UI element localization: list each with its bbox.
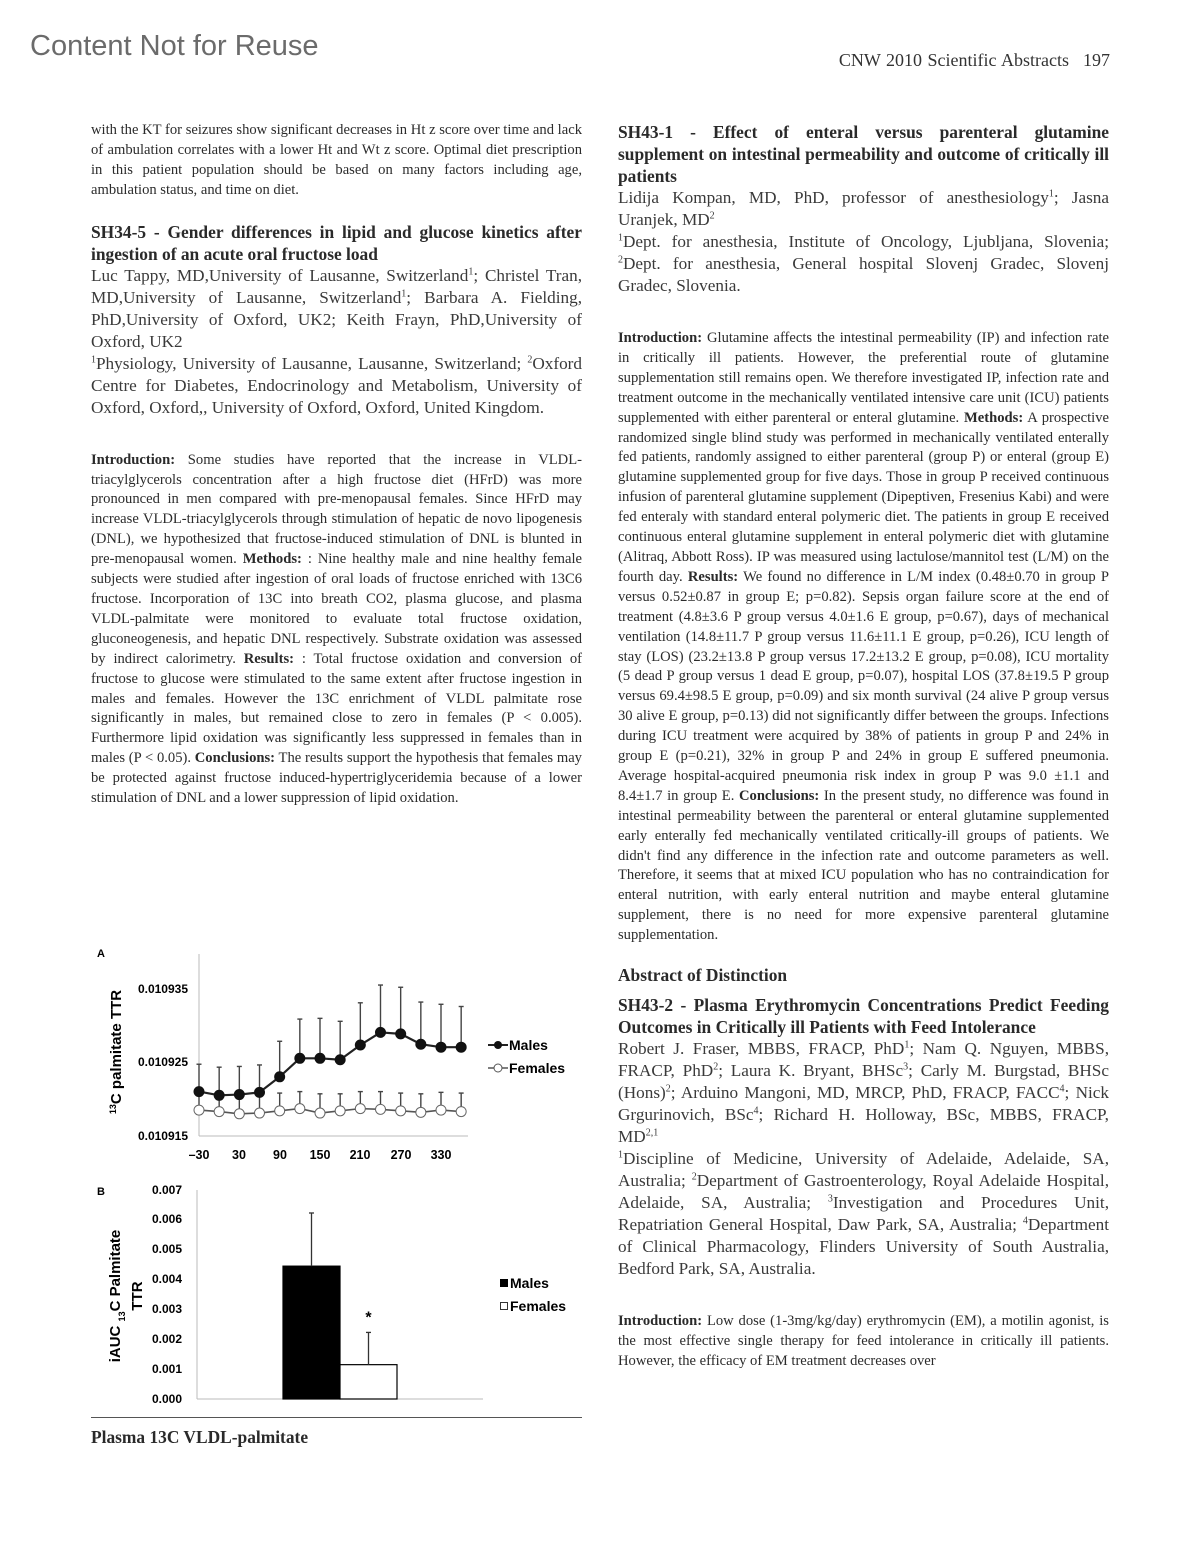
conclusions-text: The results support the hypothesis that females may be protected against fructose induced-hypertriglyceridemia because of a lower stimulation of DNL and a lower suppression of lipid oxidation. (91, 750, 582, 807)
y-tick: 0.003 (151, 1302, 182, 1316)
author-sup: 1 (1048, 188, 1054, 200)
affil-sup: 1 (618, 232, 623, 244)
y-axis-label-line2: TTR (129, 1281, 146, 1311)
running-head (839, 50, 1110, 71)
data-point (255, 1108, 265, 1118)
chart-a-line (90, 940, 590, 1170)
author: Luc Tappy, MD,University of Lausanne, Switzerland (91, 265, 469, 285)
y-tick: 0.004 (151, 1272, 182, 1286)
legend-females: Females (509, 1060, 566, 1076)
author-sup: 1 (401, 287, 407, 299)
affil-sup: 2 (527, 353, 533, 365)
methods-text: : Nine healthy male and nine healthy female subjects were studied after ingestion of oral loads of fructose enriched with 13C6 fructose. Incorporation of 13C into breath CO2, plasma glucose, and plasma VLDL-palmitate were monitored to evaluate total fructose oxidation, gluconeogenesis, and hepatic DNL respectively. Substrate oxidation was assessed by indirect calorimetry. (91, 551, 583, 667)
y-axis-label: iAUC $_{13}$C Palmitate (107, 1229, 127, 1363)
affiliations (618, 231, 1109, 297)
y-axis-label: $^{13}$C palmitate TTR (108, 989, 125, 1115)
chart-a-svg (90, 940, 590, 1170)
author-sup: 2,1 (645, 1127, 659, 1139)
x-tick: 30 (232, 1148, 246, 1162)
affiliation: Investigation and Procedures Unit, Repatriation General Hospital, Daw Park, SA, Australia; (618, 1193, 1109, 1235)
y-tick: 0.007 (151, 1183, 182, 1197)
intro-text: Some studies have reported that the increase in VLDL-triacylglycerols concentration after a high fructose diet (HFrD) was more pronounced in men compared with pre-menopausal females. Since HFrD may increase VLDL-triacylglycerols through stimulation of hepatic de novo lipogenesis (DNL), we hypothesized that fructose-induced stimulation of DNL is blunted in pre-menopausal women. (91, 451, 582, 568)
data-point (275, 1106, 285, 1116)
affil-sup: 1 (618, 1149, 623, 1161)
bar-females (340, 1365, 397, 1399)
author-sup: 4 (753, 1105, 759, 1117)
x-tick: –30 (188, 1148, 210, 1162)
y-tick: 0.010935 (137, 982, 188, 996)
continued-text: with the KT for seizures show significant decreases in Ht z score over time and lack of ambulation correlates with a lower Ht and Wt z score. Optimal diet prescription in this patient population should be based on many factors including age, ambulation status, and time on diet. (91, 122, 582, 198)
data-point (376, 1104, 386, 1114)
conclusions-label: Conclusions: (194, 750, 276, 767)
data-point (355, 1104, 365, 1114)
conclusions-text: In the present study, no difference was found in intestinal permeability between the parenteral or enteral glutamine supplemented early enterally fed mechanically ventilated critically-ill groups of patients. We didn't find any difference in the infection rate and outcome parameters as well. Therefore, it seems that at mixed ICU population who has no contraindication for enteral nutrition, with early enteral nutrition and maybe enteral glutamine supplement, there is no need for more expensive parenteral glutamine supplementation. (618, 787, 1109, 944)
x-tick: 270 (390, 1148, 412, 1162)
author-list (618, 187, 1109, 231)
author-sup: 1 (468, 265, 474, 277)
abstract-body (618, 1312, 1109, 1372)
journal-title: CNW 2010 Scientific Abstracts (838, 50, 1069, 70)
affiliation: Department of Gastroenterology, Royal Adelaide Hospital, Adelaide, SA, Australia; (618, 1171, 1109, 1213)
author: ; Richard H. Holloway, BSc, MBBS, FRACP, MD (618, 1105, 1109, 1147)
author: ; Nick Grgurinovich, BSc (618, 1083, 1109, 1125)
females-marker-icon (494, 1064, 502, 1072)
data-point (416, 1039, 426, 1049)
data-point (315, 1108, 325, 1118)
author-list (618, 1038, 1109, 1148)
legend-a (488, 1037, 565, 1076)
chart-a-series (194, 985, 466, 1119)
abstract-title: SH43-2 - Plasma Erythromycin Concentrations Predict Feeding Outcomes in Critically ill Patients with Feed Intolerance (618, 995, 1109, 1038)
affil-sup: 3 (827, 1193, 833, 1205)
panel-label-b: B (97, 1186, 105, 1198)
author: ; Carly M. Burgstad, BHSc (Hons) (618, 1061, 1109, 1103)
results-label: Results: (687, 568, 739, 585)
affiliations (91, 353, 582, 419)
y-tick: 0.010915 (137, 1129, 188, 1143)
left-column (91, 121, 582, 809)
abstract-body (618, 329, 1109, 946)
data-point (295, 1104, 305, 1114)
author-sup: 1 (904, 1039, 910, 1051)
significance-marker: * (365, 1309, 372, 1327)
affiliation: Dept. for anesthesia, General hospital Slovenj Gradec, Slovenj Gradec, Slovenia. (618, 254, 1109, 295)
x-tick: 90 (273, 1148, 287, 1162)
bar-males (283, 1266, 340, 1399)
author-list (91, 265, 582, 353)
y-tick: 0.000 (151, 1392, 182, 1406)
males-swatch-icon (500, 1279, 508, 1287)
affiliation: Physiology, University of Lausanne, Lausanne, Switzerland; (96, 353, 522, 373)
conclusions-label: Conclusions: (738, 787, 820, 804)
affiliation: Department of Clinical Pharmacology, Flinders University of South Australia, Bedford Park, SA, Australia. (618, 1215, 1109, 1279)
y-ticks (152, 1183, 182, 1406)
y-tick: 0.002 (151, 1332, 182, 1346)
intro-label: Introduction: (618, 1313, 703, 1330)
affiliations (618, 1148, 1109, 1280)
females-swatch-icon (501, 1303, 508, 1310)
affil-sup: 2 (691, 1171, 697, 1183)
affiliation: Dept. for anesthesia, Institute of Oncology, Ljubljana, Slovenia; (623, 232, 1109, 251)
methods-label: Methods: (242, 551, 302, 568)
author: ; Nam Q. Nguyen, MBBS, FRACP, PhD (618, 1039, 1109, 1081)
results-text: We found no difference in L/M index (0.48±0.70 in group P versus 0.52±0.87 in group E; p=0.82). Sepsis organ failure score at the end of treatment (4.8±3.6 P group versus 4.0±1.6 E group, p=0.67), days of mechanical ventilation (14.8±11.7 P group versus 11.6±11.1 E group, p=0.26), ICU length of stay (LOS) (23.2±13.8 P group versus 17.2±13.2 E group, p=0.08), ICU mortality (5 dead P group versus 1 dead E group, p=0.07), hospital LOS (37.8±19.5 P group versus 69.4±98.5 E group, p=0.09) and six month survival (24 alive P group versus 30 alive E group, p=0.13) did not significantly differ between the groups. Infections during ICU treatment were acquired by 38% of patients in group P and 24% in group E (p=0.21), 32% in group P and 24% in group E suffered pneumonia. Average hospital-acquired pneumonia risk index in group P was 9.0 ±1.1 and 8.4±1.7 in group E. (618, 568, 1110, 804)
x-tick: 210 (349, 1148, 371, 1162)
methods-text: A prospective randomized single blind study was performed in mechanically ventilated enterally fed patients, randomly assigned to either parenteral (group P) or enteral (group E) glutamine supplemented group for five days. Those in group P received continuous infusion of parenteral glutamine supplement (Dipeptiven, Fresenius Kabi) and were fed enteraly with standard enteral polymeric diet. The patients in group E received continuous enteral glutamine supplement in enteral polymeric diet with glutamine (Alitraq, Abbott Ross). IP was measured using lactulose/mannitol test (L/M) on the fourth day. (618, 409, 1109, 585)
figure-rule (91, 1417, 582, 1418)
chart-b-bar (90, 1178, 590, 1408)
author-sup: 4 (1059, 1083, 1065, 1095)
data-point (315, 1053, 325, 1063)
affil-sup: 2 (618, 254, 623, 266)
author-sup: 2 (709, 210, 715, 222)
legend-b (500, 1275, 566, 1314)
data-point (255, 1087, 265, 1097)
data-point (355, 1040, 365, 1050)
data-point (335, 1055, 345, 1065)
figure-caption: Plasma 13C VLDL-palmitate (91, 1427, 309, 1447)
section-heading: Abstract of Distinction (618, 965, 788, 986)
author: ; Arduino Mangoni, MD, MRCP, PhD, FRACP, FACC (670, 1083, 1060, 1103)
data-point (396, 1106, 406, 1116)
data-point (295, 1053, 305, 1063)
y-tick: 0.010925 (137, 1055, 188, 1069)
affil-sup: 1 (91, 353, 96, 365)
author: ; Christel Tran, MD,University of Lausanne, Switzerland (91, 265, 582, 307)
watermark: Content Not for Reuse (30, 30, 319, 62)
y-tick: 0.005 (151, 1242, 182, 1256)
intro-text: Glutamine affects the intestinal permeability (IP) and infection rate in critically ill patients. However, the preferential route of glutamine supplementation still remains open. We therefore investigated IP, infection rate and treatment outcome in the mechanically ventilated intensive care unit (ICU) patients supplemented with either parenteral or enteral glutamine. (618, 330, 1109, 426)
data-point (436, 1042, 446, 1052)
data-point (335, 1106, 345, 1116)
author: Robert J. Fraser, MBBS, FRACP, PhD (618, 1039, 905, 1059)
y-tick: 0.006 (151, 1212, 182, 1226)
abstract-body (91, 451, 582, 809)
data-point (436, 1105, 446, 1115)
intro-text: Low dose (1-3mg/kg/day) erythromycin (EM), a motilin agonist, is the most effective single therapy for feed intolerance in critically ill patients. However, the efficacy of EM treatment decreases over (618, 1313, 1109, 1369)
affil-sup: 4 (1022, 1215, 1028, 1227)
results-label: Results: (243, 650, 294, 667)
legend-males: Males (509, 1037, 548, 1053)
legend-females: Females (510, 1298, 567, 1314)
author: ; Barbara A. Fielding, PhD,University of Oxford, UK2; Keith Frayn, PhD,University of Oxford, UK2 (91, 287, 582, 351)
author-sup: 3 (903, 1061, 909, 1073)
data-point (456, 1042, 466, 1052)
author: ; Laura K. Bryant, BHSc (718, 1061, 904, 1081)
data-point (194, 1105, 204, 1115)
data-point (275, 1072, 285, 1082)
data-point (456, 1107, 466, 1117)
results-text: : Total fructose oxidation and conversion of fructose to glucose were stimulated to the same extent after fructose ingestion in males and females. However the 13C enrichment of VLDL palmitate rose significantly in males, but remained close to zero in females (P < 0.005). Furthermore lipid oxidation was significantly less suppressed in females than in males (P < 0.05). (91, 650, 582, 767)
author-sup: 2 (665, 1083, 671, 1095)
x-ticks (189, 1148, 452, 1162)
data-point (214, 1090, 224, 1100)
y-tick: 0.001 (151, 1362, 182, 1376)
data-point (214, 1107, 224, 1117)
data-point (376, 1027, 386, 1037)
y-ticks (138, 982, 188, 1143)
legend-males: Males (510, 1275, 549, 1291)
data-point (234, 1090, 244, 1100)
panel-label-a: A (97, 948, 105, 960)
abstract-title: SH43-1 - Effect of enteral versus parenteral glutamine supplement on intestinal permeability and outcome of critically ill patients (618, 122, 1109, 186)
data-point (396, 1029, 406, 1039)
intro-label: Introduction: (91, 451, 176, 468)
data-point (234, 1109, 244, 1119)
abstract-title: SH34-5 - Gender differences in lipid and glucose kinetics after ingestion of an acute oral fructose load (91, 221, 582, 264)
x-tick: 150 (309, 1148, 331, 1162)
methods-label: Methods: (964, 409, 1024, 426)
data-point (194, 1087, 204, 1097)
page-number: 197 (1083, 50, 1110, 70)
author-sup: 2 (713, 1061, 719, 1073)
right-column (618, 121, 1109, 1372)
intro-label: Introduction: (618, 330, 703, 346)
males-marker-icon (494, 1041, 502, 1049)
author: ; Jasna Uranjek, MD (618, 188, 1109, 229)
chart-b-svg (90, 1178, 590, 1408)
affiliation: Discipline of Medicine, University of Adelaide, Adelaide, SA, Australia; (618, 1149, 1109, 1191)
x-tick: 330 (430, 1148, 452, 1162)
author: Lidija Kompan, MD, PhD, professor of anesthesiology (618, 188, 1049, 207)
data-point (416, 1107, 426, 1117)
chart-b-bars (283, 1213, 397, 1399)
affiliation: Oxford Centre for Diabetes, Endocrinology and Metabolism, University of Oxford, Oxford,, University of Oxford, Oxford, United Kingdom. (91, 353, 582, 417)
